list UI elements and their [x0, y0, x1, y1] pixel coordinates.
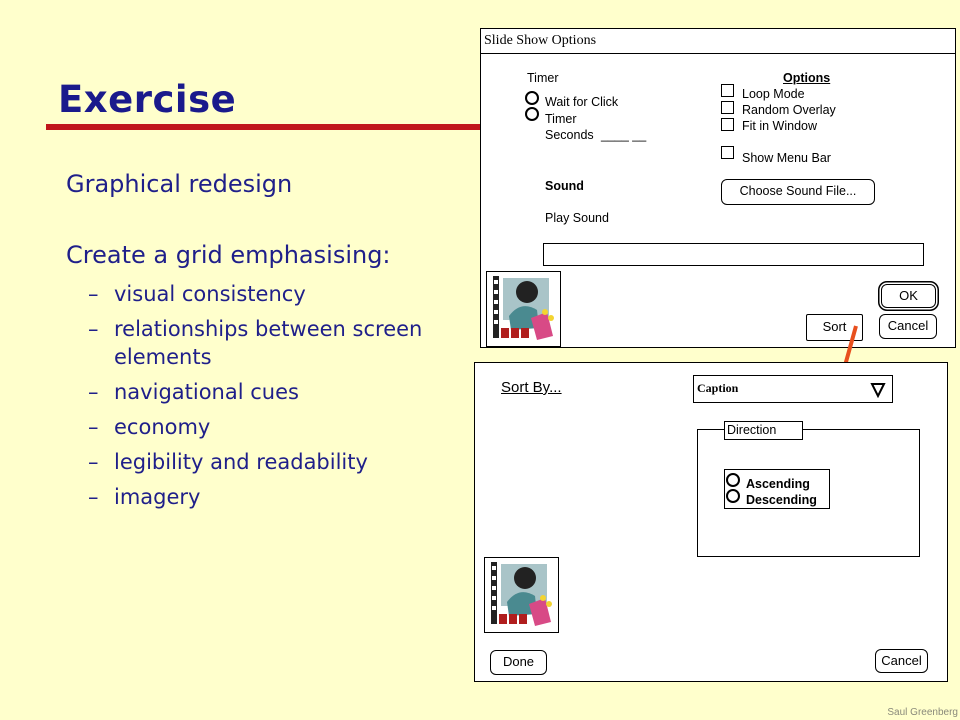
descending-radio[interactable] [726, 489, 740, 503]
list-item: – legibility and readability [88, 448, 448, 476]
window-title: Slide Show Options [481, 29, 955, 54]
sound-file-field[interactable] [543, 243, 924, 266]
cancel-button[interactable]: Cancel [879, 314, 937, 339]
options-label: Options [783, 71, 831, 85]
list-item: – relationships between screen elements [88, 315, 448, 371]
title-rule [46, 124, 486, 130]
choose-sound-file-button[interactable]: Choose Sound File... [721, 179, 875, 205]
triangle-down-icon [870, 382, 886, 398]
fit-in-window-label: Fit in Window [742, 119, 818, 133]
sort-button[interactable]: Sort [806, 314, 863, 341]
heading-create-grid: Create a grid emphasising: [66, 241, 391, 269]
movie-clipart-image [486, 271, 561, 347]
timer-option-label: Timer [545, 112, 577, 126]
cancel-button[interactable]: Cancel [875, 649, 928, 673]
sound-label: Sound [545, 179, 584, 193]
slide-title: Exercise [58, 78, 237, 121]
list-item: – economy [88, 413, 448, 441]
sort-field-value: Caption [697, 381, 739, 395]
sort-by-label: Sort By... [501, 379, 562, 396]
random-overlay-checkbox[interactable] [721, 101, 734, 114]
loop-mode-checkbox[interactable] [721, 84, 734, 97]
loop-mode-label: Loop Mode [742, 87, 805, 101]
done-button[interactable]: Done [490, 650, 547, 675]
list-item: – imagery [88, 483, 448, 511]
direction-label: Direction [724, 421, 803, 440]
show-menu-bar-checkbox[interactable] [721, 146, 734, 159]
wait-for-click-radio[interactable] [525, 91, 539, 105]
timer-label: Timer [527, 71, 559, 85]
ok-button[interactable]: OK [881, 284, 936, 308]
list-item: – visual consistency [88, 280, 448, 308]
fit-in-window-checkbox[interactable] [721, 118, 734, 131]
slide-show-options-window [480, 28, 956, 348]
ascending-label: Ascending [746, 477, 810, 491]
descending-label: Descending [746, 493, 817, 507]
author-credit: Saul Greenberg [887, 707, 958, 718]
sort-window [474, 362, 948, 682]
heading-graphical-redesign: Graphical redesign [66, 170, 293, 198]
movie-clipart-image [484, 557, 559, 633]
play-sound-label: Play Sound [545, 211, 609, 225]
timer-radio[interactable] [525, 107, 539, 121]
seconds-field[interactable]: ____ __ [601, 128, 647, 142]
ascending-radio[interactable] [726, 473, 740, 487]
seconds-label: Seconds [545, 128, 594, 142]
emphasis-list [88, 280, 448, 518]
random-overlay-label: Random Overlay [742, 103, 836, 117]
show-menu-bar-label: Show Menu Bar [742, 151, 831, 165]
wait-for-click-label: Wait for Click [545, 95, 619, 109]
list-item: – navigational cues [88, 378, 448, 406]
sort-field-dropdown[interactable] [693, 375, 893, 403]
